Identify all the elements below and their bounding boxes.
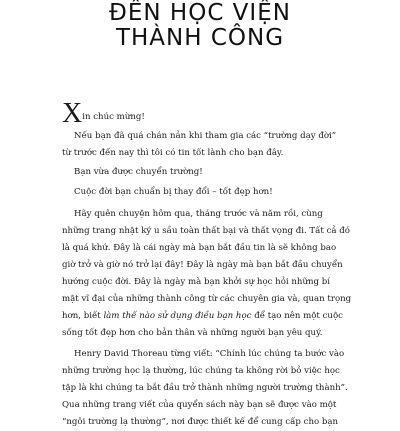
- paragraph-line: Qua những trang viết của quyển sách này bạn sẽ được vào một: [62, 400, 337, 410]
- paragraph-line: mật vĩ đại của những thành công từ các chuyên gia và, quan trọng: [62, 294, 352, 304]
- line-text: để tạo nên một cuộc: [251, 311, 343, 321]
- greeting: [62, 100, 352, 128]
- chapter-title-line-2: THÀNH CÔNG: [115, 25, 285, 51]
- paragraph-line: tập là khi chúng ta bắt đầu trở thành những người trường thành”.: [62, 383, 348, 393]
- paragraph-line: là quá khứ. Đây là cái ngày mà bạn bắt đầu tin là sẽ không bao: [62, 243, 337, 253]
- paragraph-line: Nếu bạn đã quá chán nản khi tham gia các “trường dạy đời”: [74, 131, 337, 141]
- paragraph-3: [62, 184, 346, 201]
- paragraph-line: sống tốt đẹp hơn cho bản thân và những người bạn yêu quý.: [62, 328, 323, 338]
- drop-cap-letter: X: [62, 98, 83, 129]
- paragraph-line: Cuộc đời bạn chuẩn bị thay đổi – tốt đẹp hơn!: [74, 187, 273, 197]
- emphasized-phrase: làm thế nào sử dụng điều bạn học: [103, 311, 252, 321]
- paragraph-line: giờ trở và giờ nó trở lại đây! Đây là ngày mà bạn bắt đầu chuyển: [62, 260, 343, 270]
- line-text: hơn, biết: [62, 311, 104, 321]
- paragraph-line: “ngôi trường lạ thường”, nơi được thiết kế để cung cấp cho bạn: [62, 417, 339, 427]
- paragraph-line-with-emphasis: [62, 308, 346, 325]
- chapter-title-line-1: ĐẾN HỌC VIỆN: [109, 0, 291, 26]
- paragraph-line: những trang nhật ký u sầu toàn thất bại và thất vọng đi. Tất cả đó: [62, 226, 350, 236]
- paragraph-line: từ trước đến nay thì tôi có tin tốt lành cho bạn đây.: [62, 148, 284, 158]
- paragraph-thoreau: [62, 346, 346, 431]
- paragraph-line: những trường học lạ thường, lúc chúng ta không rời bỏ việc học: [62, 366, 340, 376]
- paragraph-1: [62, 128, 346, 162]
- paragraph-line: Bạn vừa được chuyển trường!: [74, 167, 203, 177]
- paragraph-main: [62, 206, 352, 342]
- paragraph-line: Hãy quên chuyện hôm qua, tháng trước và năm rồi, cùng: [74, 209, 323, 219]
- paragraph-2: [62, 164, 346, 181]
- paragraph-line: hướng cuộc đời. Đây là ngày mà bạn khởi sự học hỏi những bí: [62, 277, 330, 287]
- paragraph-line: Henry David Thoreau từng viết: “Chính lúc chúng ta bước vào: [74, 349, 345, 359]
- greeting-text: in chúc mừng!: [82, 112, 145, 122]
